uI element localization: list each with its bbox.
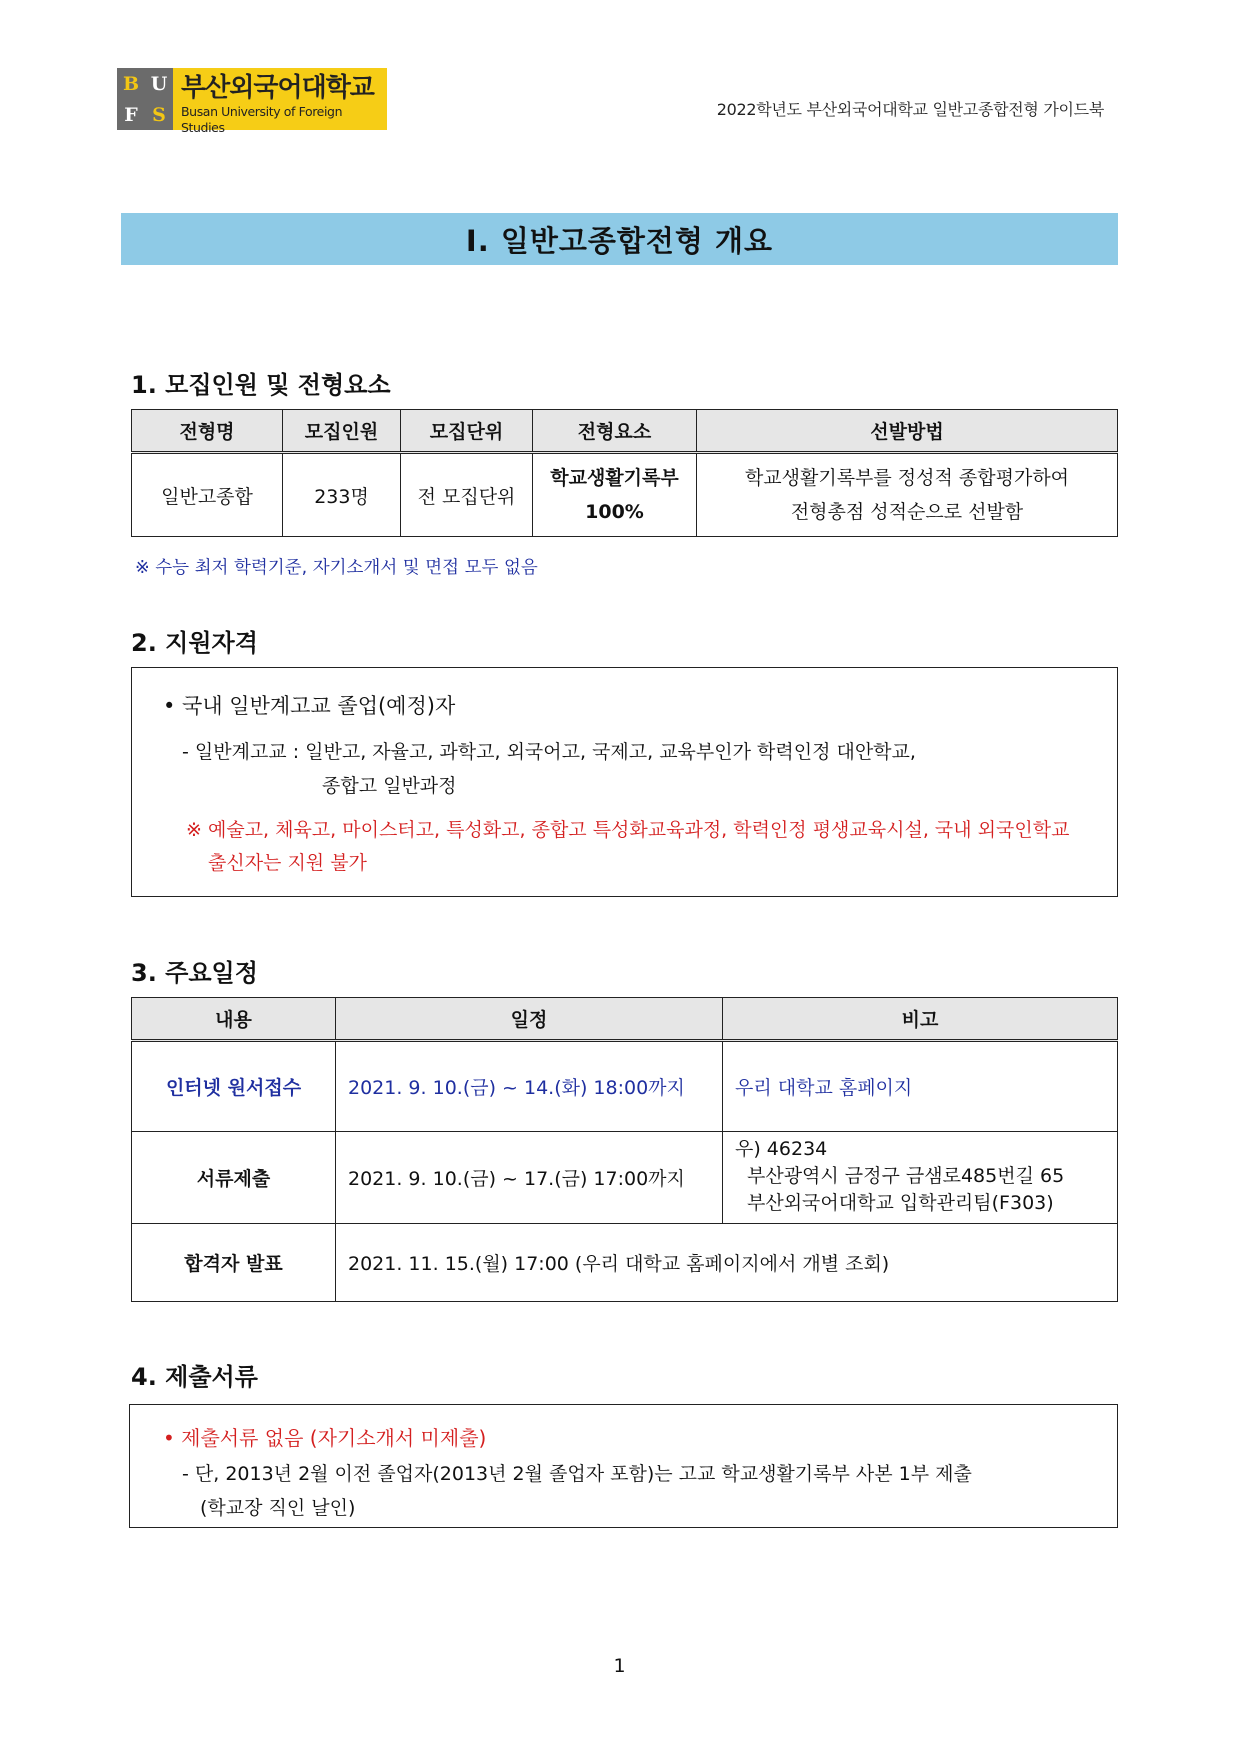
cell-method xyxy=(697,453,1118,537)
col-header: 모집인원 xyxy=(283,410,401,453)
section3-title: 3. 주요일정 xyxy=(131,959,258,987)
documents-sub1: - 단, 2013년 2월 이전 졸업자(2013년 2월 졸업자 포함)는 고교 학교생활기록부 사본 1부 제출 xyxy=(182,1463,972,1485)
col-header: 일정 xyxy=(336,998,723,1041)
eligibility-warning1: ※ 예술고, 체육고, 마이스터고, 특성화고, 종합고 특성화교육과정, 학력인정 평생교육시설, 국내 외국인학교 xyxy=(186,819,1070,841)
table-row xyxy=(132,1041,1118,1132)
schedule-date: 2021. 9. 10.(금) ~ 17.(금) 17:00까지 xyxy=(336,1132,723,1224)
element-line: 100% xyxy=(585,501,644,523)
cell-count: 233명 xyxy=(283,453,401,537)
section1-title: 1. 모집인원 및 전형요소 xyxy=(131,371,391,399)
col-header: 비고 xyxy=(723,998,1118,1041)
table-row xyxy=(132,1132,1118,1224)
col-header: 전형요소 xyxy=(533,410,697,453)
col-header: 내용 xyxy=(132,998,336,1041)
cell-element xyxy=(533,453,697,537)
schedule-table xyxy=(131,997,1118,1302)
col-header: 전형명 xyxy=(132,410,283,453)
schedule-content: 인터넷 원서접수 xyxy=(132,1041,336,1132)
section1-note: ※ 수능 최저 학력기준, 자기소개서 및 면접 모두 없음 xyxy=(135,558,538,578)
logo-letter: F xyxy=(124,103,138,126)
note-line: 부산외국어대학교 입학관리팀(F303) xyxy=(747,1192,1054,1214)
schedule-note xyxy=(723,1132,1118,1224)
schedule-content: 합격자 발표 xyxy=(132,1224,336,1302)
eligibility-bullet: • 국내 일반계고교 졸업(예정)자 xyxy=(163,694,456,718)
method-line: 전형총점 성적순으로 선발함 xyxy=(790,501,1024,523)
method-line: 학교생활기록부를 정성적 종합평가하여 xyxy=(744,467,1070,489)
page-number: 1 xyxy=(613,1655,626,1677)
schedule-date: 2021. 9. 10.(금) ~ 14.(화) 18:00까지 xyxy=(336,1041,723,1132)
schedule-content: 서류제출 xyxy=(132,1132,336,1224)
col-header: 선발방법 xyxy=(697,410,1118,453)
section4-title: 4. 제출서류 xyxy=(131,1363,258,1391)
eligibility-sub2: 종합고 일반과정 xyxy=(322,775,457,797)
logo-letter: U xyxy=(150,72,168,95)
cell-name: 일반고종합 xyxy=(132,453,283,537)
logo-letter: B xyxy=(122,72,140,95)
document-title: 2022학년도 부산외국어대학교 일반고종합전형 가이드북 xyxy=(716,100,1104,119)
table-row xyxy=(132,1224,1118,1302)
schedule-note: 우리 대학교 홈페이지 xyxy=(723,1041,1118,1132)
logo-korean-name: 부산외국어대학교 xyxy=(181,73,374,103)
table-row xyxy=(132,453,1118,537)
eligibility-sub1: - 일반계고교 : 일반고, 자율고, 과학고, 외국어고, 국제고, 교육부인가 학력인정 대안학교, xyxy=(182,741,916,763)
element-line: 학교생활기록부 xyxy=(550,467,679,489)
university-logo xyxy=(117,68,387,135)
cell-unit: 전 모집단위 xyxy=(401,453,533,537)
documents-sub2: (학교장 직인 날인) xyxy=(200,1497,356,1519)
schedule-date: 2021. 11. 15.(월) 17:00 (우리 대학교 홈페이지에서 개별 조회) xyxy=(336,1224,1118,1302)
logo-mark xyxy=(117,68,173,130)
note-line: 부산광역시 금정구 금샘로485번길 65 xyxy=(747,1165,1065,1187)
eligibility-box xyxy=(131,667,1118,897)
documents-bullet: • 제출서류 없음 (자기소개서 미제출) xyxy=(163,1426,487,1450)
note-line: 우) 46234 xyxy=(735,1138,828,1160)
recruitment-table xyxy=(131,409,1118,537)
eligibility-warning2: 출신자는 지원 불가 xyxy=(208,852,367,874)
section-banner: Ⅰ. 일반고종합전형 개요 xyxy=(121,213,1118,265)
documents-box xyxy=(129,1404,1118,1528)
logo-letter: S xyxy=(152,103,166,126)
col-header: 모집단위 xyxy=(401,410,533,453)
section2-title: 2. 지원자격 xyxy=(131,629,258,657)
logo-english-name: Busan University of Foreign Studies xyxy=(181,104,343,135)
